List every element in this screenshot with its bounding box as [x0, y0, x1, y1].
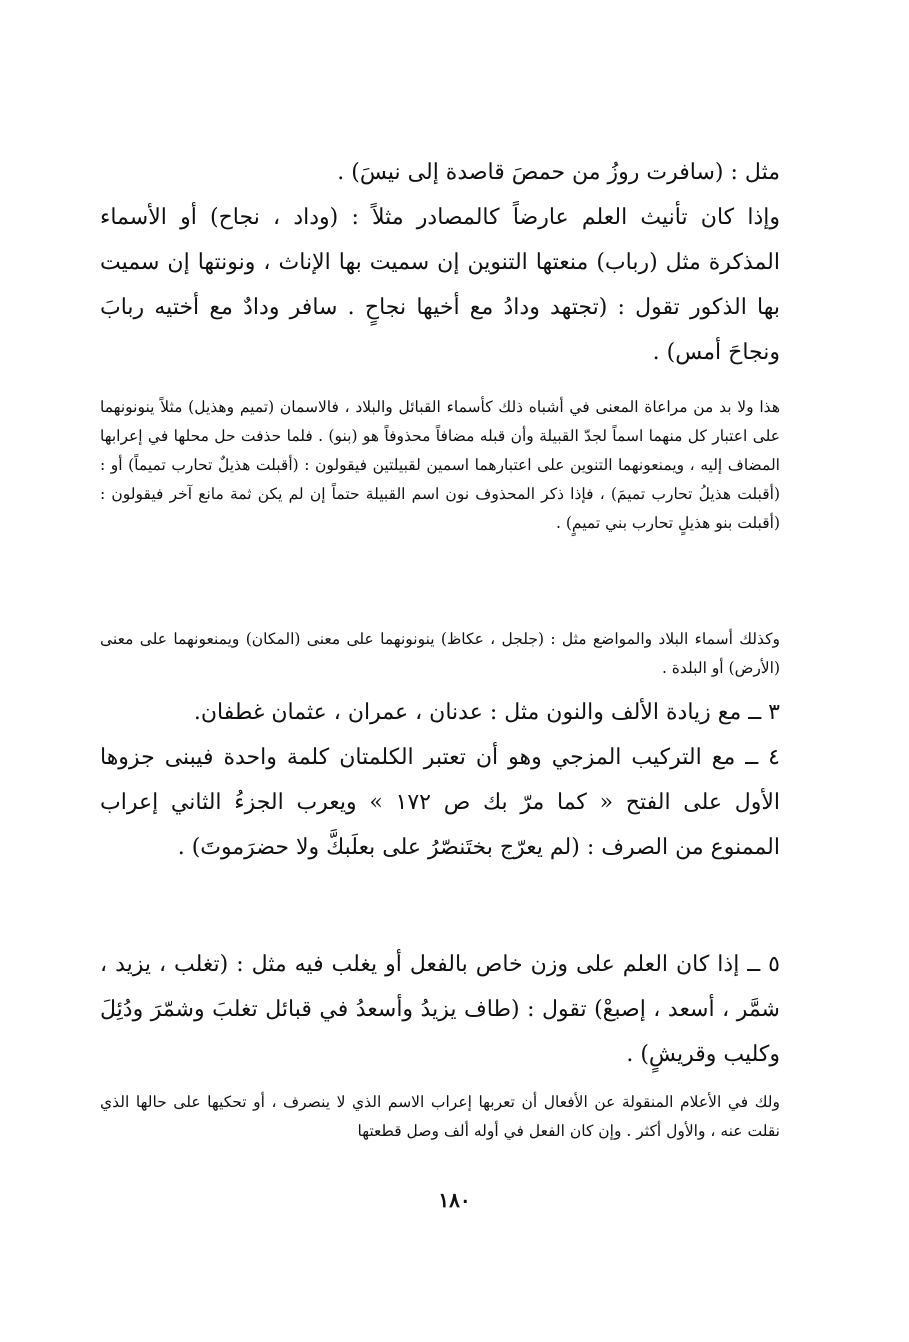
main-text-section-3 [100, 942, 780, 1077]
note-places-text: وكذلك أسماء البلاد والمواضع مثل : (جلجل ، عكاظ) ينونونهما على معنى (المكان) ويمنعونهما على معنى (الأرض) أو البلدة . [100, 630, 780, 677]
note-verb-names-text: ولك في الأعلام المنقولة عن الأفعال أن تعربها إعراب الاسم الذي لا ينصرف ، أو تحكيها على حالها الذي نقلت عنه ، والأول أكثر . وإن كان الفعل في أوله ألف وصل قطعتها [100, 1093, 780, 1140]
rule-4-compound: ٤ ــ مع التركيب المزجي وهو أن تعتبر الكلمتان كلمة واحدة فيبنى جزوها الأول على الفتح « كما مرّ بك ص ١٧٢ » ويعرب الجزءُ الثاني إعراب الممنوع من الصرف : (لم يعرّج بختَنصّرُ على بعلَبكَّ ولا حضرَموتَ) . [100, 745, 780, 860]
note-tribes [100, 393, 780, 538]
note-places [100, 625, 780, 683]
paragraph-temporary-feminine: وإذا كان تأنيث العلم عارضاً كالمصادر مثلاً : (وداد ، نجاح) أو الأسماء المذكرة مثل (رباب) منعتها التنوين إن سميت بها الإناث ، ونونتها إن سميت بها الذكور تقول : (تجتهد ودادُ مع أخيها نجاحٍ . سافر ودادٌ مع أختيه ربابَ ونجاحَ أمس) . [100, 205, 780, 365]
note-verb-names [100, 1088, 780, 1146]
rule-3-alif-nun: ٣ ــ مع زيادة الألف والنون مثل : عدنان ، عمران ، عثمان غطفان. [193, 700, 780, 725]
page-number: ١٨٠ [438, 1188, 471, 1212]
main-text-section-1 [100, 150, 780, 375]
example-sentence: مثل : (سافرت روزُ من حمصَ قاصدة إلى نيسَ) . [337, 160, 780, 185]
main-text-section-2 [100, 690, 780, 870]
page-body [100, 150, 780, 1230]
rule-5-verb-pattern: ٥ ــ إذا كان العلم على وزن خاص بالفعل أو يغلب فيه مثل : (تغلب ، يزيد ، شمَّر ، أسعد ، إصبعْ) تقول : (طاف يزيدُ وأسعدُ في قبائل تغلبَ وشمّرَ ودُئِلَ وكليب وقريشٍ) . [100, 952, 780, 1067]
note-tribes-text: هذا ولا بد من مراعاة المعنى في أشباه ذلك كأسماء القبائل والبلاد ، فالاسمان (تميم وهذيل) مثلاً ينونونهما على اعتبار كل منهما اسماً لجدّ القبيلة وأن قبله مضافاً محذوفاً هو (بنو) . فلما حذفت حل محلها في إعرابها المضاف إليه ، ويمنعونهما التنوين على اعتبارهما اسمين لقبيلتين فيقولون : (أقبلت هذيلٌ تحارب تميماً) أو : (أقبلت هذيلُ تحارب تميمَ) ، فإذا ذكر المحذوف نون اسم القبيلة حتماً إن لم يكن ثمة مانع آخر فيقولون : (أقبلت بنو هذيلٍ تحارب بني تميمٍ) . [100, 398, 780, 532]
